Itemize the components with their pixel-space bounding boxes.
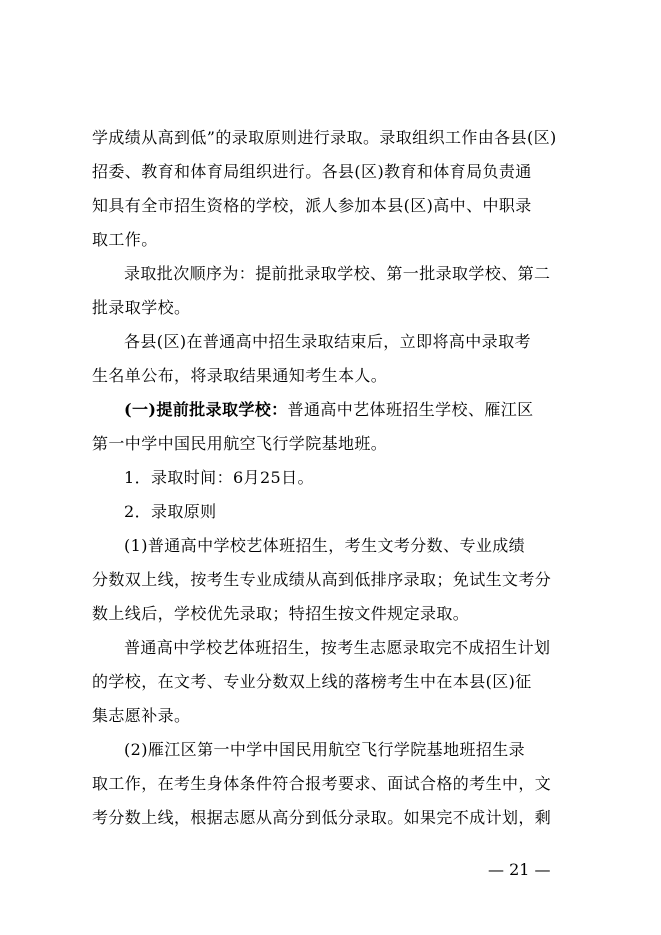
section-heading-text: 普通高中艺体班招生学校、雁江区: [287, 400, 534, 419]
text-line: 各县(区)在普通高中招生录取结束后，立即将高中录取考: [124, 332, 531, 351]
text-line: 批录取学校。: [92, 298, 191, 317]
text-line: 的学校，在文考、专业分数双上线的落榜考生中在本县(区)征: [92, 672, 532, 691]
text-line: 普通高中学校艺体班招生，按考生志愿录取完不成招生计划: [124, 638, 551, 657]
text-line: 1．录取时间：6月25日。: [124, 468, 314, 487]
text-line: 录取批次顺序为：提前批录取学校、第一批录取学校、第二: [124, 264, 551, 283]
text-line: 生名单公布，将录取结果通知考生本人。: [92, 366, 388, 385]
text-line: 数上线后，学校优先录取；特招生按文件规定录取。: [92, 604, 470, 623]
text-line: 招委、教育和体育局组织进行。各县(区)教育和体育局负责通: [92, 162, 532, 181]
text-line: 取工作。: [92, 230, 158, 249]
text-line: 知具有全市招生资格的学校，派人参加本县(区)高中、中职录: [92, 196, 532, 215]
text-line: 考分数上线，根据志愿从高分到低分录取。如果完不成计划，剩: [92, 808, 552, 827]
text-line: 取工作，在考生身体条件符合报考要求、面试合格的考生中，文: [92, 774, 552, 793]
text-line: 2．录取原则: [124, 502, 217, 521]
text-line: (2)雁江区第一中学中国民用航空飞行学院基地班招生录: [124, 740, 526, 759]
section-heading-line: [124, 400, 534, 420]
text-line: 集志愿补录。: [92, 706, 191, 725]
text-line: 第一中学中国民用航空飞行学院基地班。: [92, 434, 388, 453]
text-line: 分数双上线，按考生专业成绩从高到低排序录取；免试生文考分: [92, 570, 552, 589]
page-number: — 21 —: [488, 860, 551, 879]
text-line: 学成绩从高到低”的录取原则进行录取。录取组织工作由各县(区): [92, 128, 557, 147]
text-line: (1)普通高中学校艺体班招生，考生文考分数、专业成绩: [124, 536, 526, 555]
section-heading: (一)提前批录取学校：: [124, 400, 288, 419]
